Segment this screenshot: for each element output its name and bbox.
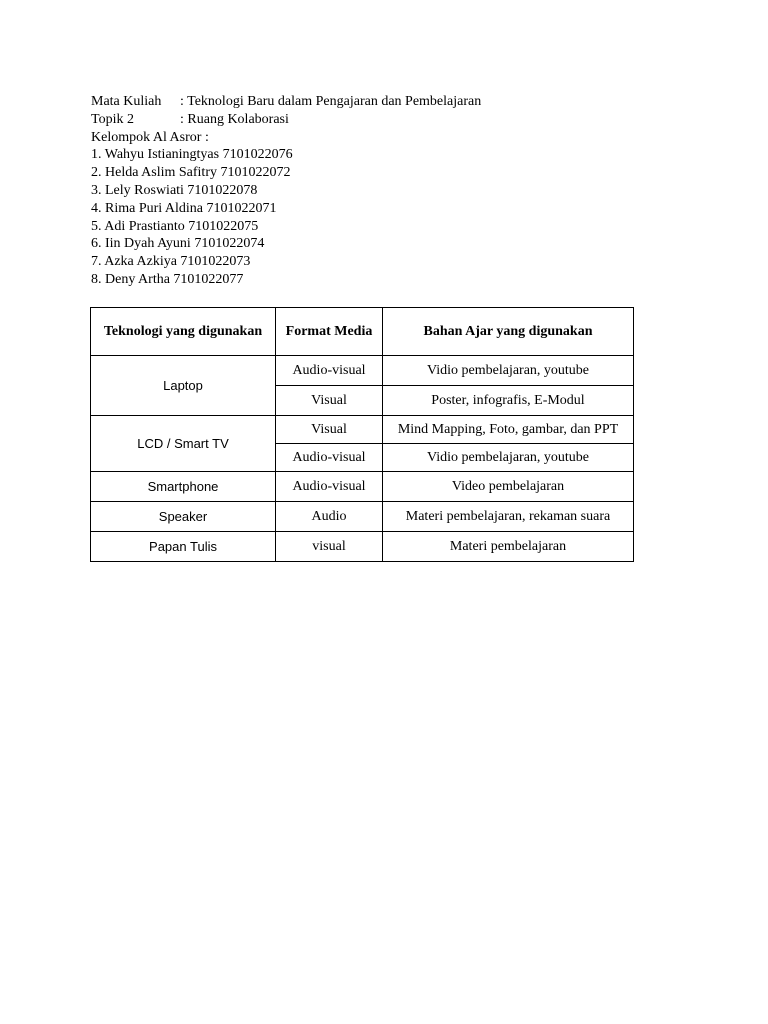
member-item: 1. Wahyu Istianingtyas 7101022076 [91,147,293,163]
table-row [91,502,634,532]
table-row [91,532,634,562]
format-cell: visual [276,532,383,562]
group-label: Kelompok Al Asror : [91,129,209,145]
course-value: : Teknologi Baru dalam Pengajaran dan Pembelajaran [180,94,482,109]
media-table [90,307,634,562]
material-cell: Poster, infografis, E-Modul [383,386,634,416]
table-row [91,416,634,444]
member-item: 8. Deny Artha 7101022077 [91,271,244,287]
material-cell: Vidio pembelajaran, youtube [383,356,634,386]
tech-cell: Speaker [91,502,276,532]
format-cell: Audio [276,502,383,532]
member-item: 2. Helda Aslim Safitry 7101022072 [91,165,291,181]
tech-cell: LCD / Smart TV [91,416,276,472]
material-cell: Video pembelajaran [383,472,634,502]
format-cell: Visual [276,416,383,444]
member-item: 3. Lely Roswiati 7101022078 [91,182,258,198]
topic-line [91,111,481,129]
tech-cell: Laptop [91,356,276,416]
header-material: Bahan Ajar yang digunakan [383,308,634,356]
material-cell: Vidio pembelajaran, youtube [383,444,634,472]
material-cell: Materi pembelajaran [383,532,634,562]
course-line [91,93,481,111]
table-row [91,356,634,386]
course-label: Mata Kuliah [91,94,162,109]
header-format: Format Media [276,308,383,356]
table-header-row [91,308,634,356]
tech-cell: Papan Tulis [91,532,276,562]
tech-cell: Smartphone [91,472,276,502]
format-cell: Audio-visual [276,444,383,472]
table-row [91,472,634,502]
topic-label: Topik 2 [91,111,134,127]
member-item: 5. Adi Prastianto 7101022075 [91,218,259,234]
member-item: 7. Azka Azkiya 7101022073 [91,254,251,270]
topic-value: : Ruang Kolaborasi [180,111,289,127]
material-cell: Mind Mapping, Foto, gambar, dan PPT [383,416,634,444]
format-cell: Visual [276,386,383,416]
member-item: 6. Iin Dyah Ayuni 7101022074 [91,236,265,252]
member-item: 4. Rima Puri Aldina 7101022071 [91,200,277,216]
format-cell: Audio-visual [276,472,383,502]
format-cell: Audio-visual [276,356,383,386]
document-header [91,93,481,289]
material-cell: Materi pembelajaran, rekaman suara [383,502,634,532]
header-technology: Teknologi yang digunakan [91,308,276,356]
